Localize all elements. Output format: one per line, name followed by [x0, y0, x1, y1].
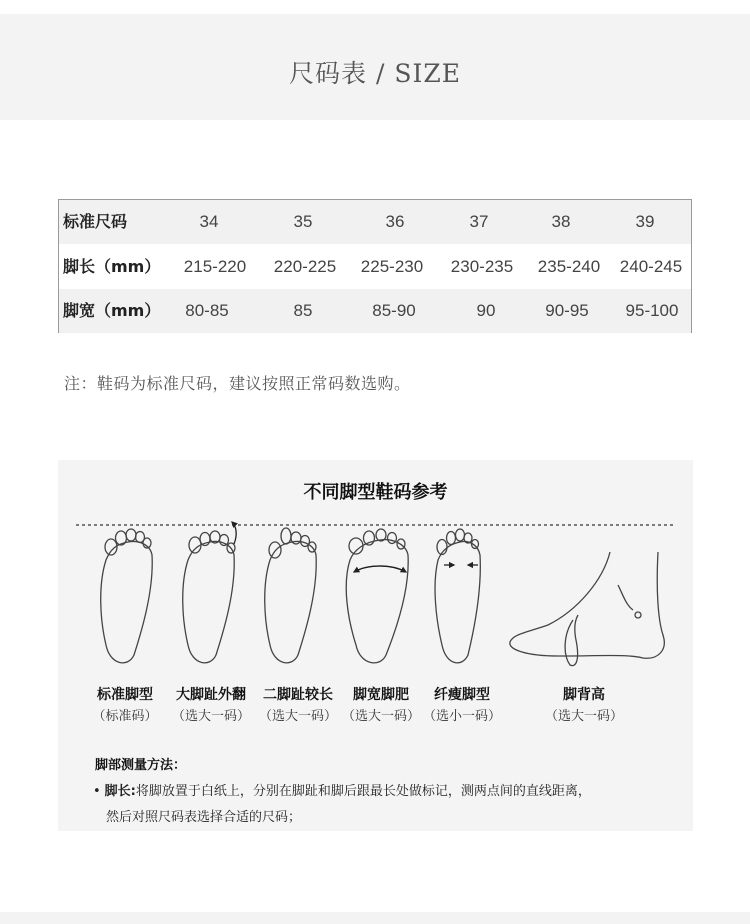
foot-type-reference-panel	[58, 460, 693, 831]
table-cell: 37	[469, 212, 489, 231]
table-row-foot-length	[59, 245, 691, 289]
table-cell: 230-235	[450, 257, 514, 276]
row-label: 脚宽（mm）	[63, 301, 161, 320]
table-cell: 36	[385, 212, 405, 231]
table-cell: 95-100	[625, 301, 679, 320]
high-instep-foot-icon	[510, 552, 664, 666]
measurement-step-continued: 然后对照尺码表选择合适的尺码；	[106, 810, 302, 825]
foot-type-label: 脚宽脚肥	[353, 687, 409, 703]
table-cell: 85-90	[372, 301, 416, 320]
table-cell: 80-85	[185, 301, 229, 320]
table-cell: 240-245	[619, 257, 683, 276]
row-label: 标准尺码	[63, 212, 128, 231]
measurement-key: 脚长:	[104, 784, 136, 799]
table-cell: 35	[293, 212, 313, 231]
foot-type-advice: （选大一码）	[544, 709, 623, 724]
table-cell: 38	[551, 212, 571, 231]
table-cell: 39	[635, 212, 655, 231]
size-note: 注：鞋码为标准尺码，建议按照正常码数选购。	[64, 374, 411, 393]
standard-foot-icon	[101, 529, 152, 663]
wide-foot-icon	[346, 529, 408, 663]
measurement-method-title: 脚部测量方法：	[95, 758, 187, 773]
foot-type-label: 脚背高	[563, 687, 605, 703]
foot-type-advice: （选大一码）	[171, 709, 250, 724]
table-cell: 215-220	[183, 257, 247, 276]
foot-illustrations	[58, 460, 693, 680]
foot-type-advice: （选大一码）	[341, 709, 420, 724]
table-row-standard-size	[59, 200, 691, 244]
foot-type-advice: （标准码）	[92, 709, 158, 724]
measurement-text: 将脚放置于白纸上，分别在脚趾和脚后跟最长处做标记，测两点间的直线距离，	[135, 784, 591, 799]
table-row-foot-width	[59, 289, 691, 333]
table-cell: 85	[293, 301, 313, 320]
table-cell: 235-240	[537, 257, 601, 276]
row-label: 脚长（mm）	[63, 257, 161, 276]
foot-type-label: 大脚趾外翻	[176, 687, 246, 703]
footer-band	[0, 912, 750, 924]
table-cell: 90	[476, 301, 496, 320]
size-table	[58, 199, 692, 333]
foot-type-advice: （选大一码）	[258, 709, 337, 724]
bunion-foot-icon	[183, 522, 236, 663]
page-title: 尺码表 / SIZE	[289, 59, 461, 88]
long-second-toe-foot-icon	[265, 528, 316, 663]
table-cell: 34	[199, 212, 219, 231]
bullet: •	[93, 784, 101, 799]
foot-type-label: 纤瘦脚型	[434, 687, 490, 703]
slim-foot-icon	[435, 529, 480, 663]
table-cell: 225-230	[360, 257, 424, 276]
foot-type-label: 标准脚型	[97, 687, 153, 703]
foot-type-advice: （选小一码）	[422, 709, 501, 724]
table-cell: 90-95	[545, 301, 589, 320]
measurement-step	[93, 780, 591, 799]
reference-title: 不同脚型鞋码参考	[303, 482, 448, 503]
table-cell: 220-225	[273, 257, 337, 276]
foot-type-label: 二脚趾较长	[263, 687, 333, 703]
